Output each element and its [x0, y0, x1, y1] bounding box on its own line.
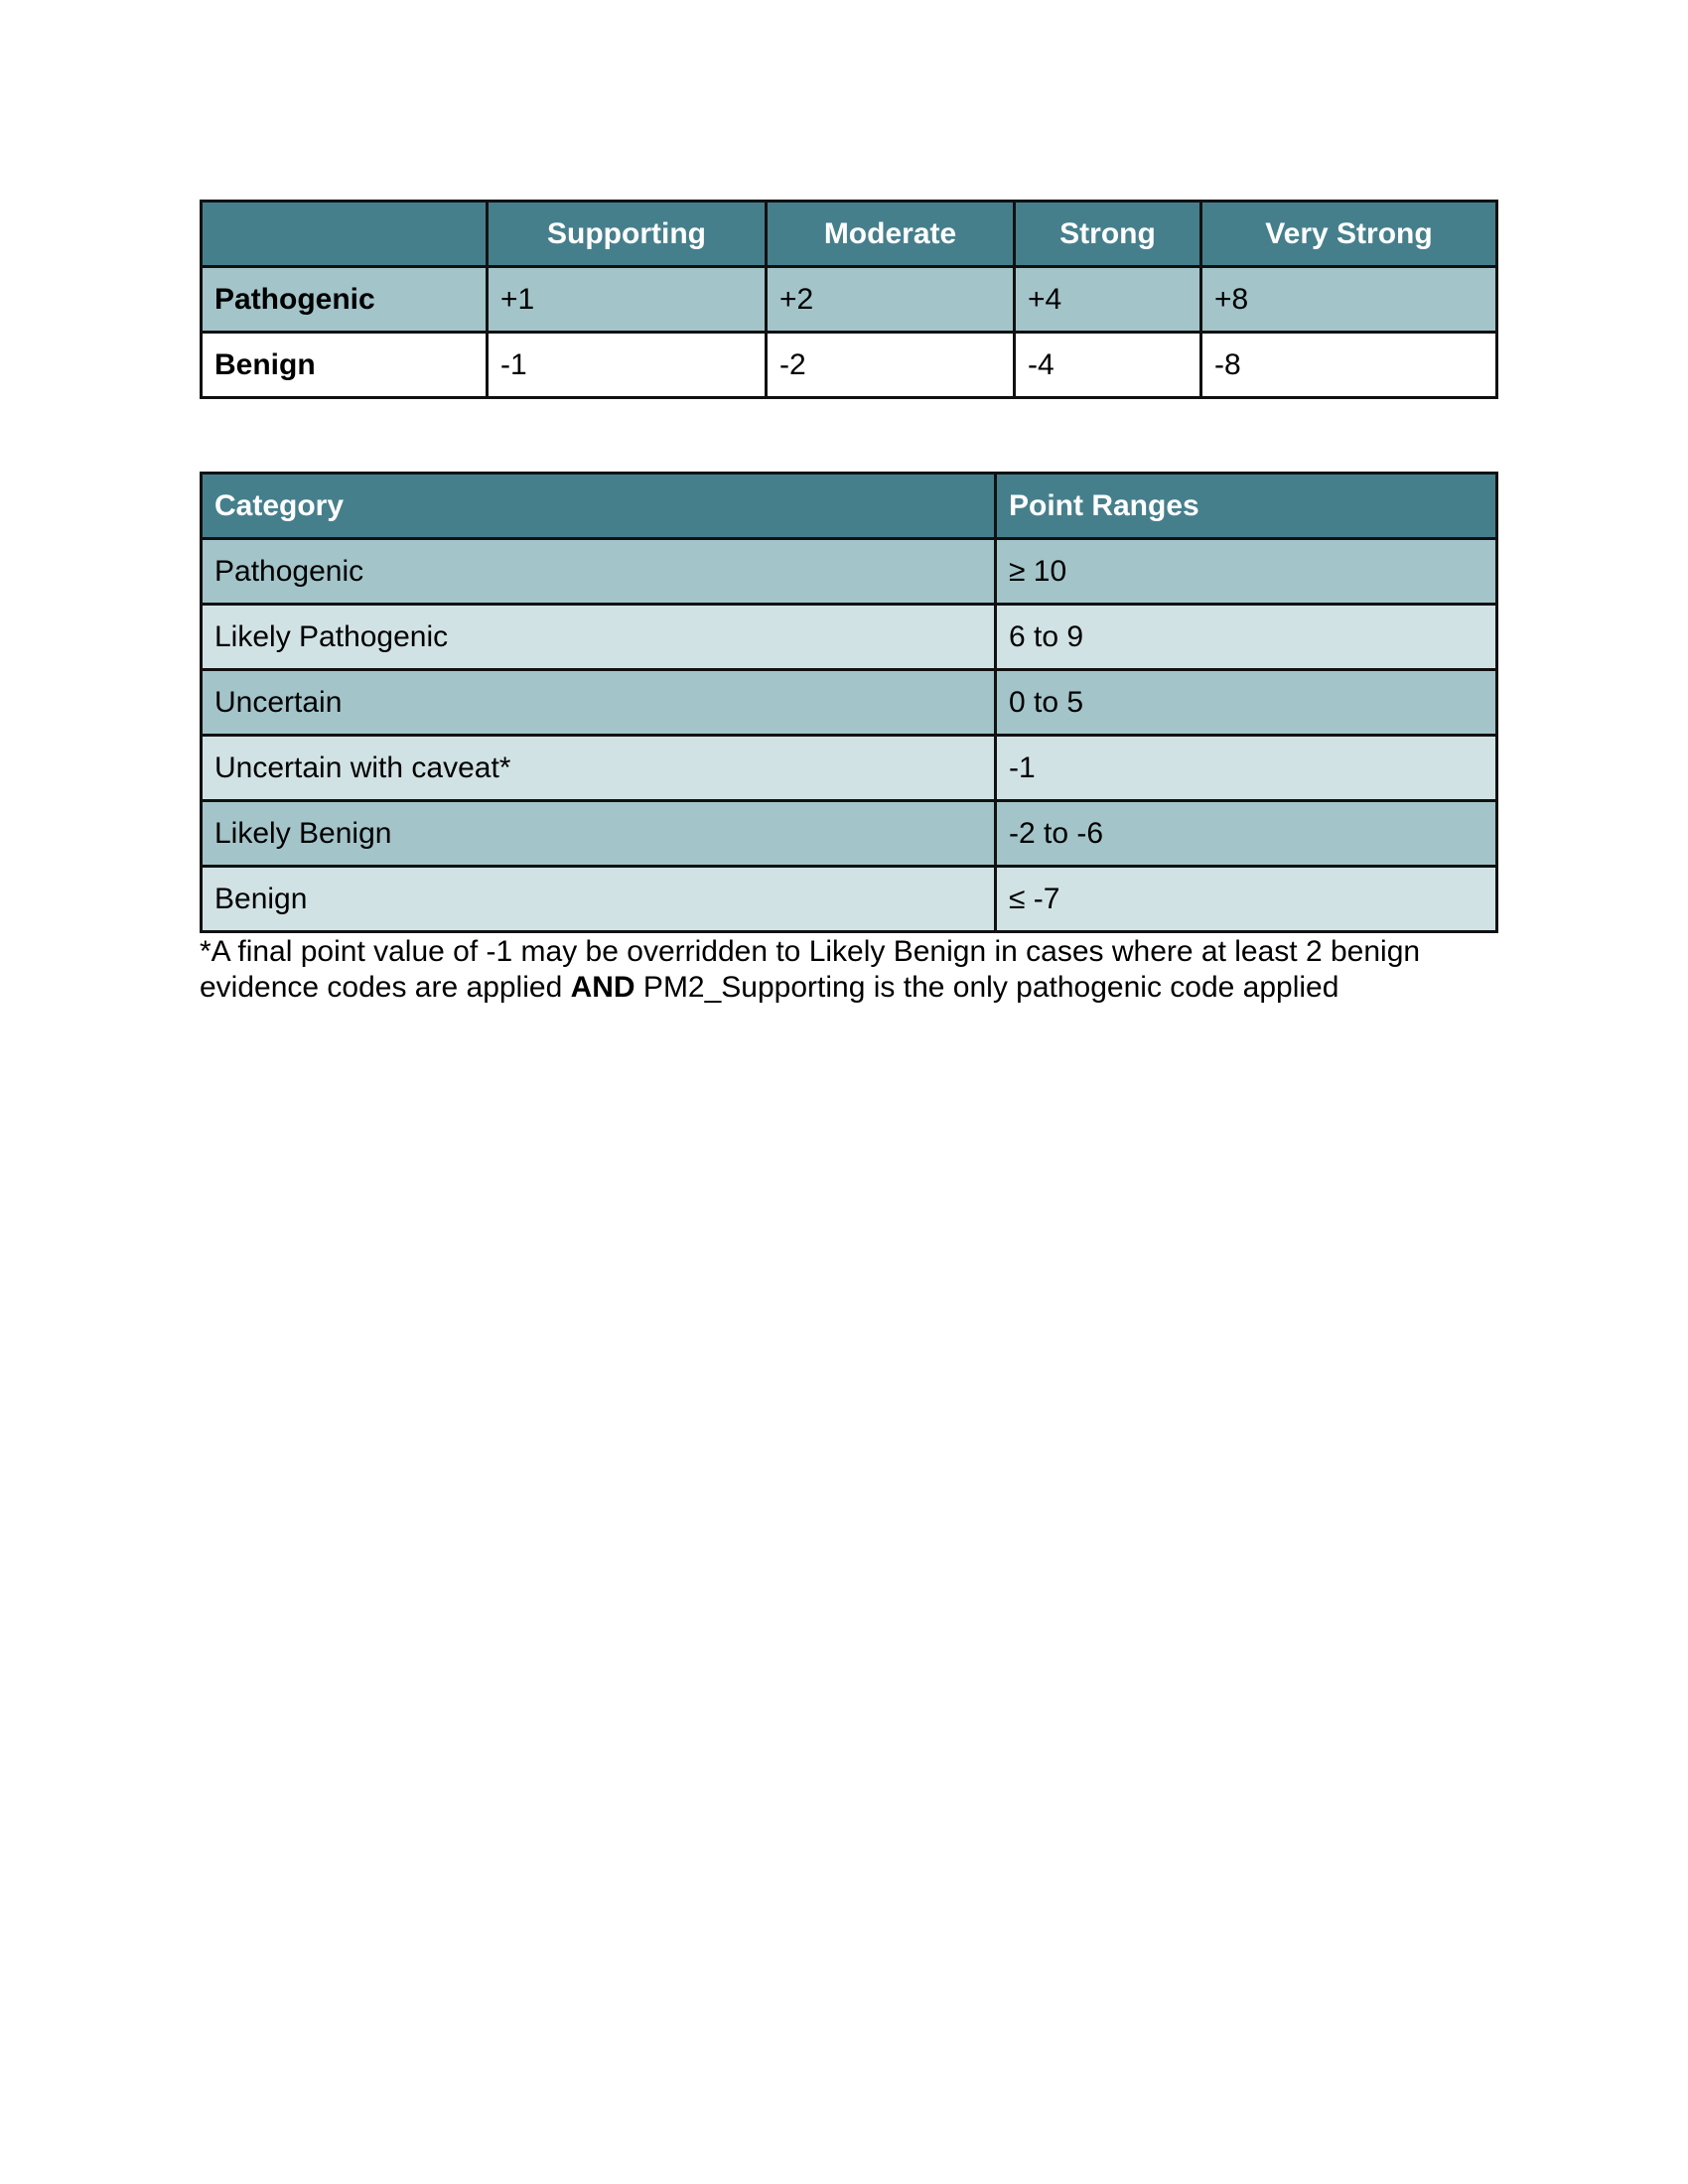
evidence-strength-table	[200, 200, 1498, 399]
category-cell: Likely Pathogenic	[202, 605, 996, 670]
row-label-pathogenic: Pathogenic	[202, 267, 488, 333]
row-label-benign: Benign	[202, 333, 488, 398]
table-cell: +2	[767, 267, 1015, 333]
footnote	[200, 934, 1510, 1006]
table-row	[202, 333, 1497, 398]
table-cell: +4	[1015, 267, 1201, 333]
table-row	[202, 670, 1497, 736]
category-cell: Benign	[202, 867, 996, 932]
header-cell-very-strong: Very Strong	[1201, 202, 1497, 267]
range-cell: 6 to 9	[996, 605, 1497, 670]
footnote-emphasis: AND	[570, 971, 635, 1004]
header-cell-empty	[202, 202, 488, 267]
table-row	[202, 605, 1497, 670]
header-cell-point-ranges: Point Ranges	[996, 474, 1497, 539]
range-cell: ≥ 10	[996, 539, 1497, 605]
category-cell: Uncertain	[202, 670, 996, 736]
table-cell: -2	[767, 333, 1015, 398]
header-cell-category: Category	[202, 474, 996, 539]
table-row	[202, 867, 1497, 932]
table-cell: +8	[1201, 267, 1497, 333]
table-row	[202, 736, 1497, 801]
footnote-text-start: *A final point value of -1 may be overridden to Likely Benign in cases where at least 2 benign evidence codes are applied	[200, 935, 1421, 1004]
table-cell: +1	[488, 267, 767, 333]
range-cell: 0 to 5	[996, 670, 1497, 736]
header-cell-strong: Strong	[1015, 202, 1201, 267]
table-row	[202, 267, 1497, 333]
range-cell: -1	[996, 736, 1497, 801]
strength-header-row	[202, 202, 1497, 267]
header-cell-supporting: Supporting	[488, 202, 767, 267]
table-row	[202, 801, 1497, 867]
range-cell: ≤ -7	[996, 867, 1497, 932]
range-cell: -2 to -6	[996, 801, 1497, 867]
category-cell: Uncertain with caveat*	[202, 736, 996, 801]
category-header-row	[202, 474, 1497, 539]
table-row	[202, 539, 1497, 605]
table-cell: -8	[1201, 333, 1497, 398]
table-cell: -4	[1015, 333, 1201, 398]
footnote-text-end: PM2_Supporting is the only pathogenic code applied	[634, 971, 1339, 1004]
category-cell: Likely Benign	[202, 801, 996, 867]
header-cell-moderate: Moderate	[767, 202, 1015, 267]
table-cell: -1	[488, 333, 767, 398]
category-point-ranges-table	[200, 472, 1498, 933]
category-cell: Pathogenic	[202, 539, 996, 605]
